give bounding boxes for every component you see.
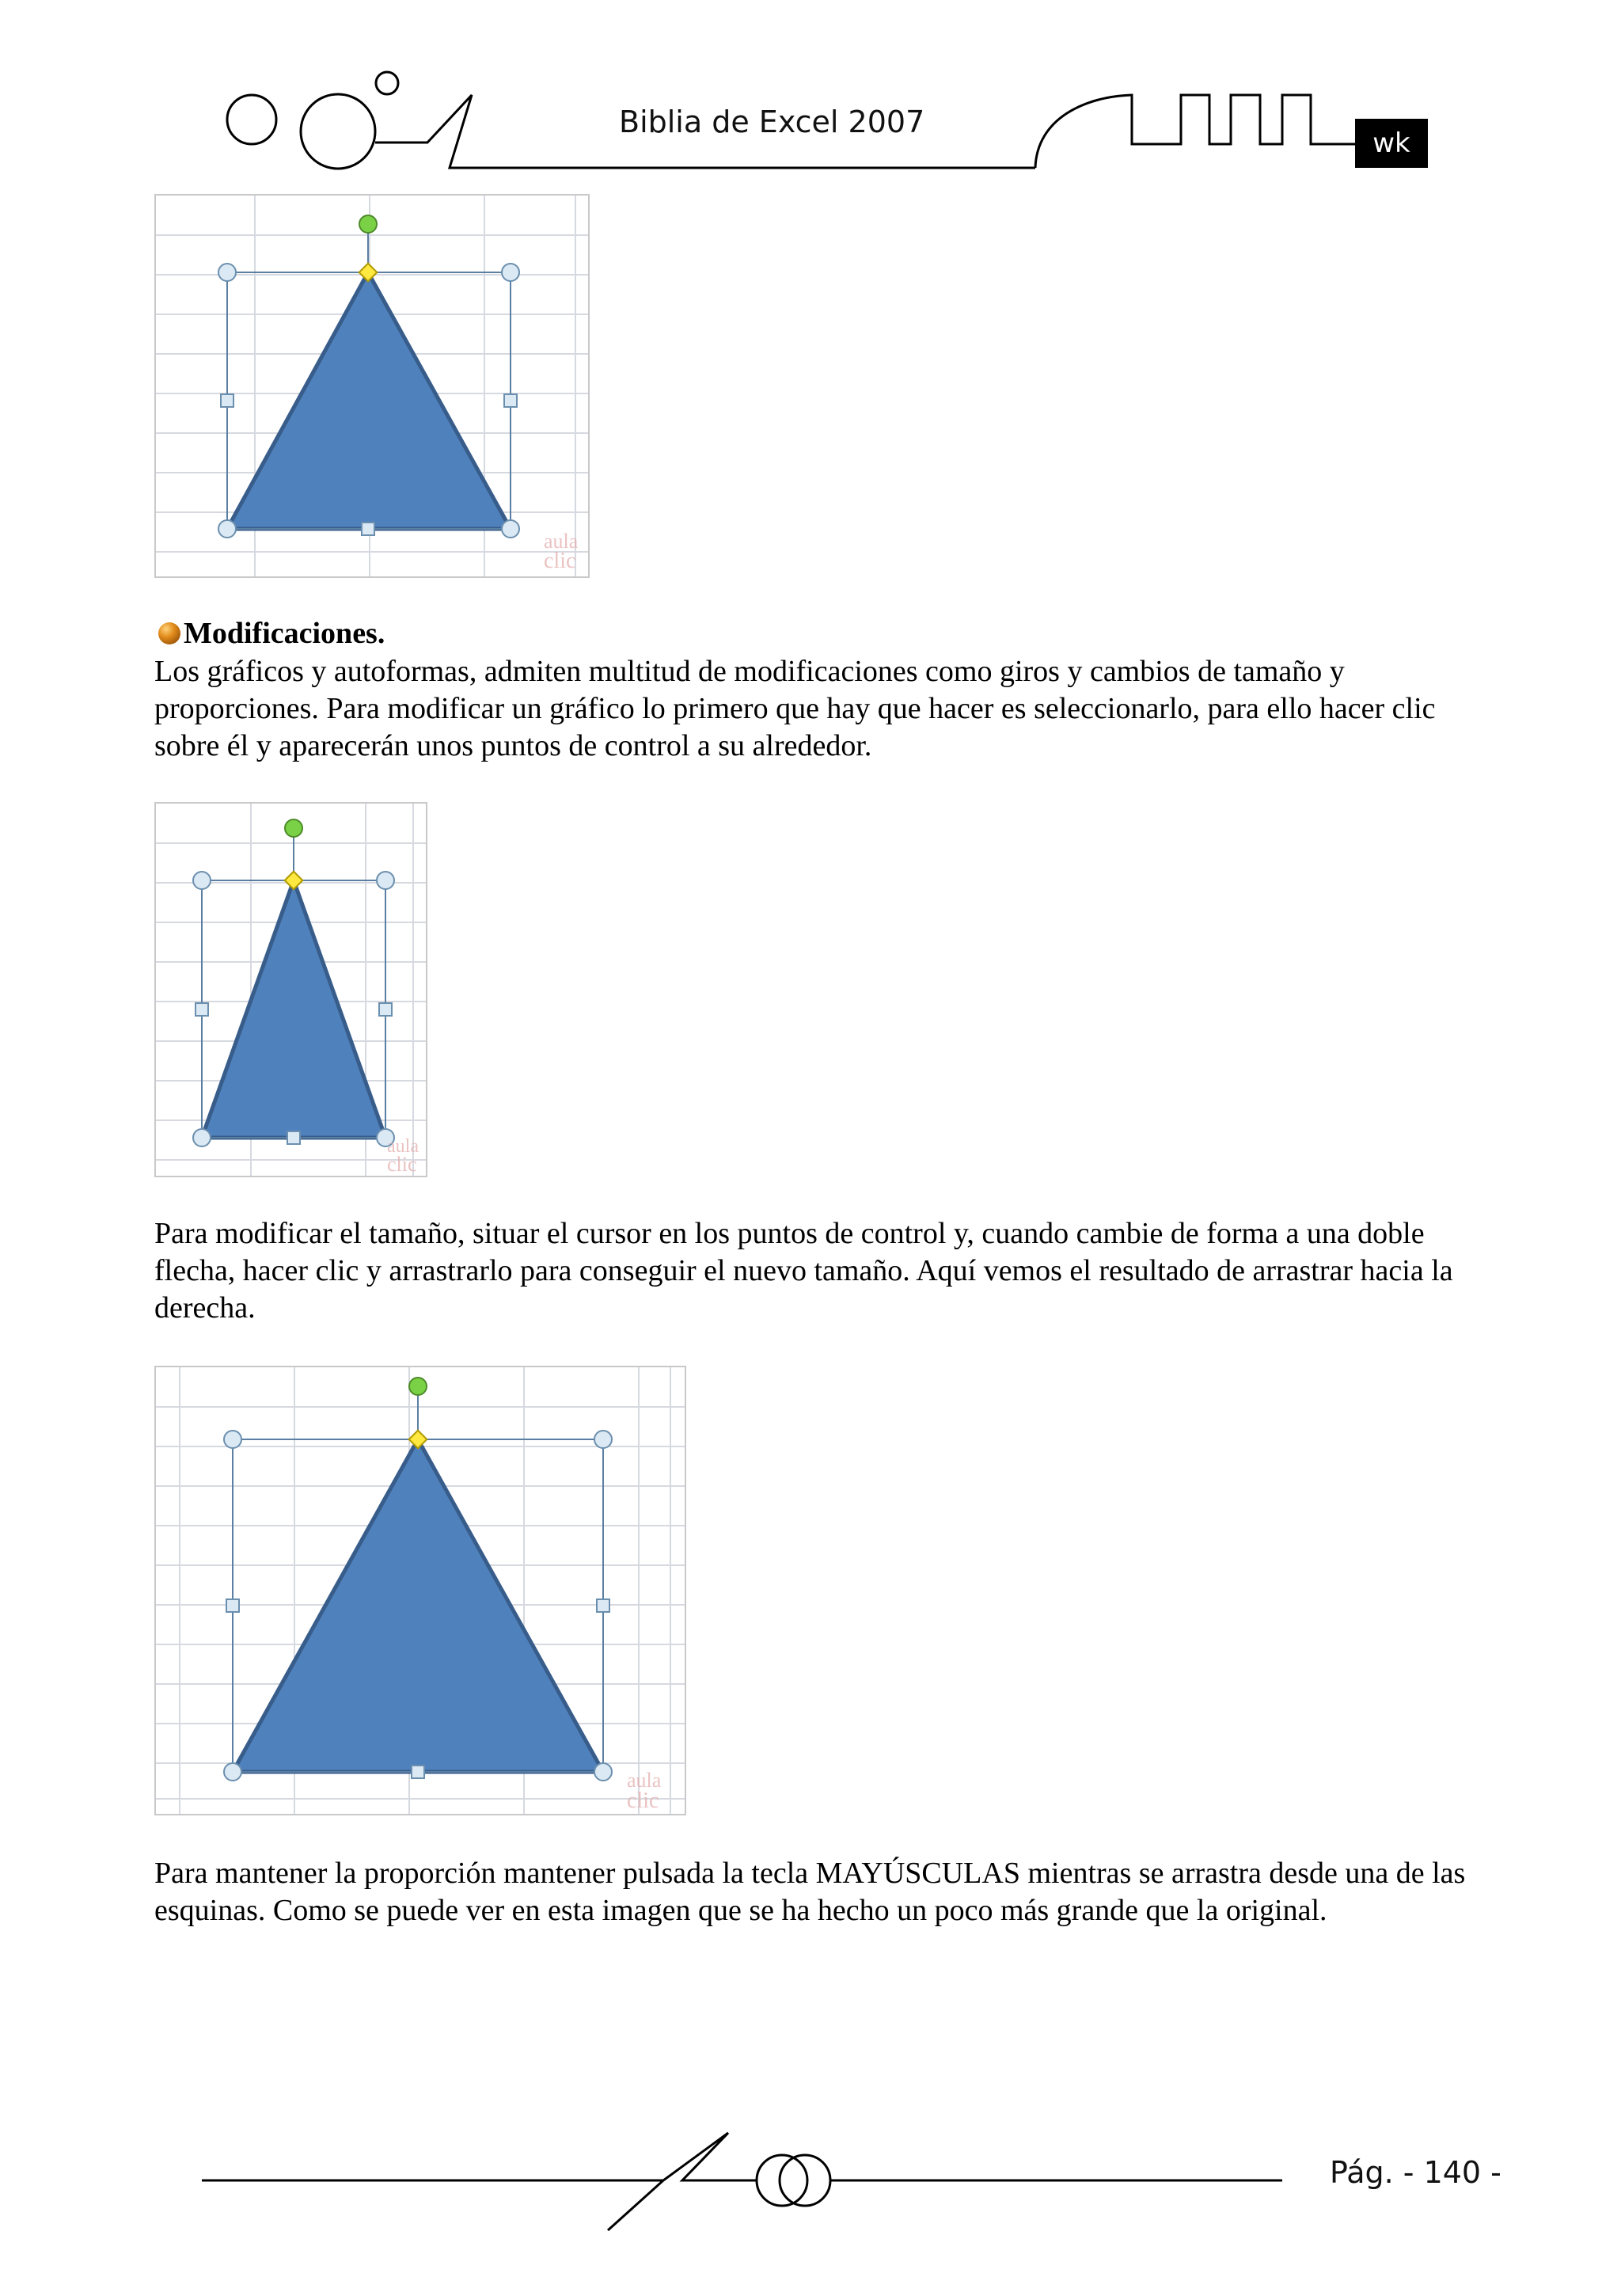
paragraph: Para modificar el tamaño, situar el cursor en los puntos de control y, cuando cambie de forma a una doble flecha, hacer clic y arrastrarlo para conseguir el nuevo tamaño. Aquí vemos el resultado de arrastrar hacia la derecha. — [154, 1217, 1453, 1325]
section-heading — [158, 616, 385, 651]
rotate-handle[interactable] — [359, 215, 377, 233]
resize-handle-side[interactable] — [597, 1599, 609, 1612]
resize-handle-side[interactable] — [504, 394, 517, 407]
figure-triangle-original — [154, 194, 590, 578]
resize-handle-corner[interactable] — [594, 1431, 612, 1448]
resize-handle-corner[interactable] — [502, 264, 519, 281]
figure-drawing — [156, 804, 426, 1176]
header-circle-tiny — [376, 72, 398, 94]
resize-handle-side[interactable] — [226, 1599, 239, 1612]
figure-drawing — [156, 1367, 685, 1814]
paragraph: Para mantener la proporción mantener pulsada la tecla MAYÚSCULAS mientras se arrastra desde una de las esquinas. Como se puede ver en esta imagen que se ha hecho un poco más grande que la original. — [154, 1857, 1466, 1927]
footer-circle-left — [757, 2155, 807, 2206]
resize-handle-corner[interactable] — [193, 872, 211, 889]
resize-handle-side[interactable] — [362, 523, 374, 535]
page-number: Pág. - 140 - — [1330, 2155, 1501, 2190]
header-circle-large — [301, 94, 375, 169]
header-circle-small — [227, 95, 276, 144]
figure-drawing — [156, 196, 588, 576]
resize-handle-side[interactable] — [221, 394, 233, 407]
figure-watermark: clic — [387, 1153, 417, 1176]
figure-triangle-narrow — [154, 802, 427, 1177]
footer-circle-right — [780, 2155, 830, 2206]
figure-triangle-wide — [154, 1366, 686, 1815]
resize-handle-corner[interactable] — [224, 1431, 241, 1448]
resize-handle-corner[interactable] — [377, 872, 394, 889]
figure-watermark: aula — [627, 1769, 662, 1792]
section-heading-text: Modificaciones. — [184, 617, 385, 650]
resize-handle-side[interactable] — [287, 1131, 300, 1144]
triangle-shape[interactable] — [202, 880, 385, 1138]
resize-handle-corner[interactable] — [224, 1763, 241, 1781]
resize-handle-side[interactable] — [412, 1766, 424, 1778]
resize-handle-side[interactable] — [379, 1003, 392, 1016]
figure-watermark: clic — [544, 549, 576, 573]
figure-watermark: aula — [544, 530, 579, 553]
resize-handle-side[interactable] — [196, 1003, 208, 1016]
paragraph: Los gráficos y autoformas, admiten multitud de modificaciones como giros y cambios de tamaño y proporciones. Para modificar un gráfico lo primero que hay que hacer es seleccionarlo, para ello hacer clic sobre él y aparecerán unos puntos de control a su alrededor. — [154, 655, 1436, 762]
resize-handle-corner[interactable] — [218, 520, 236, 538]
figure-watermark: clic — [627, 1789, 659, 1813]
adjust-handle[interactable] — [285, 872, 303, 890]
resize-handle-corner[interactable] — [502, 520, 519, 538]
resize-handle-corner[interactable] — [218, 264, 236, 281]
header-title: Biblia de Excel 2007 — [619, 105, 925, 139]
bullet-icon — [158, 622, 180, 644]
header-wave — [1035, 95, 1355, 168]
resize-handle-corner[interactable] — [193, 1129, 211, 1146]
resize-handle-corner[interactable] — [594, 1763, 612, 1781]
triangle-shape[interactable] — [227, 272, 511, 529]
adjust-handle[interactable] — [359, 264, 378, 282]
rotate-handle[interactable] — [285, 819, 302, 837]
adjust-handle[interactable] — [409, 1431, 427, 1449]
rotate-handle[interactable] — [409, 1378, 427, 1395]
figure-watermark: aula — [387, 1136, 419, 1157]
header-tag: wk — [1355, 119, 1428, 168]
